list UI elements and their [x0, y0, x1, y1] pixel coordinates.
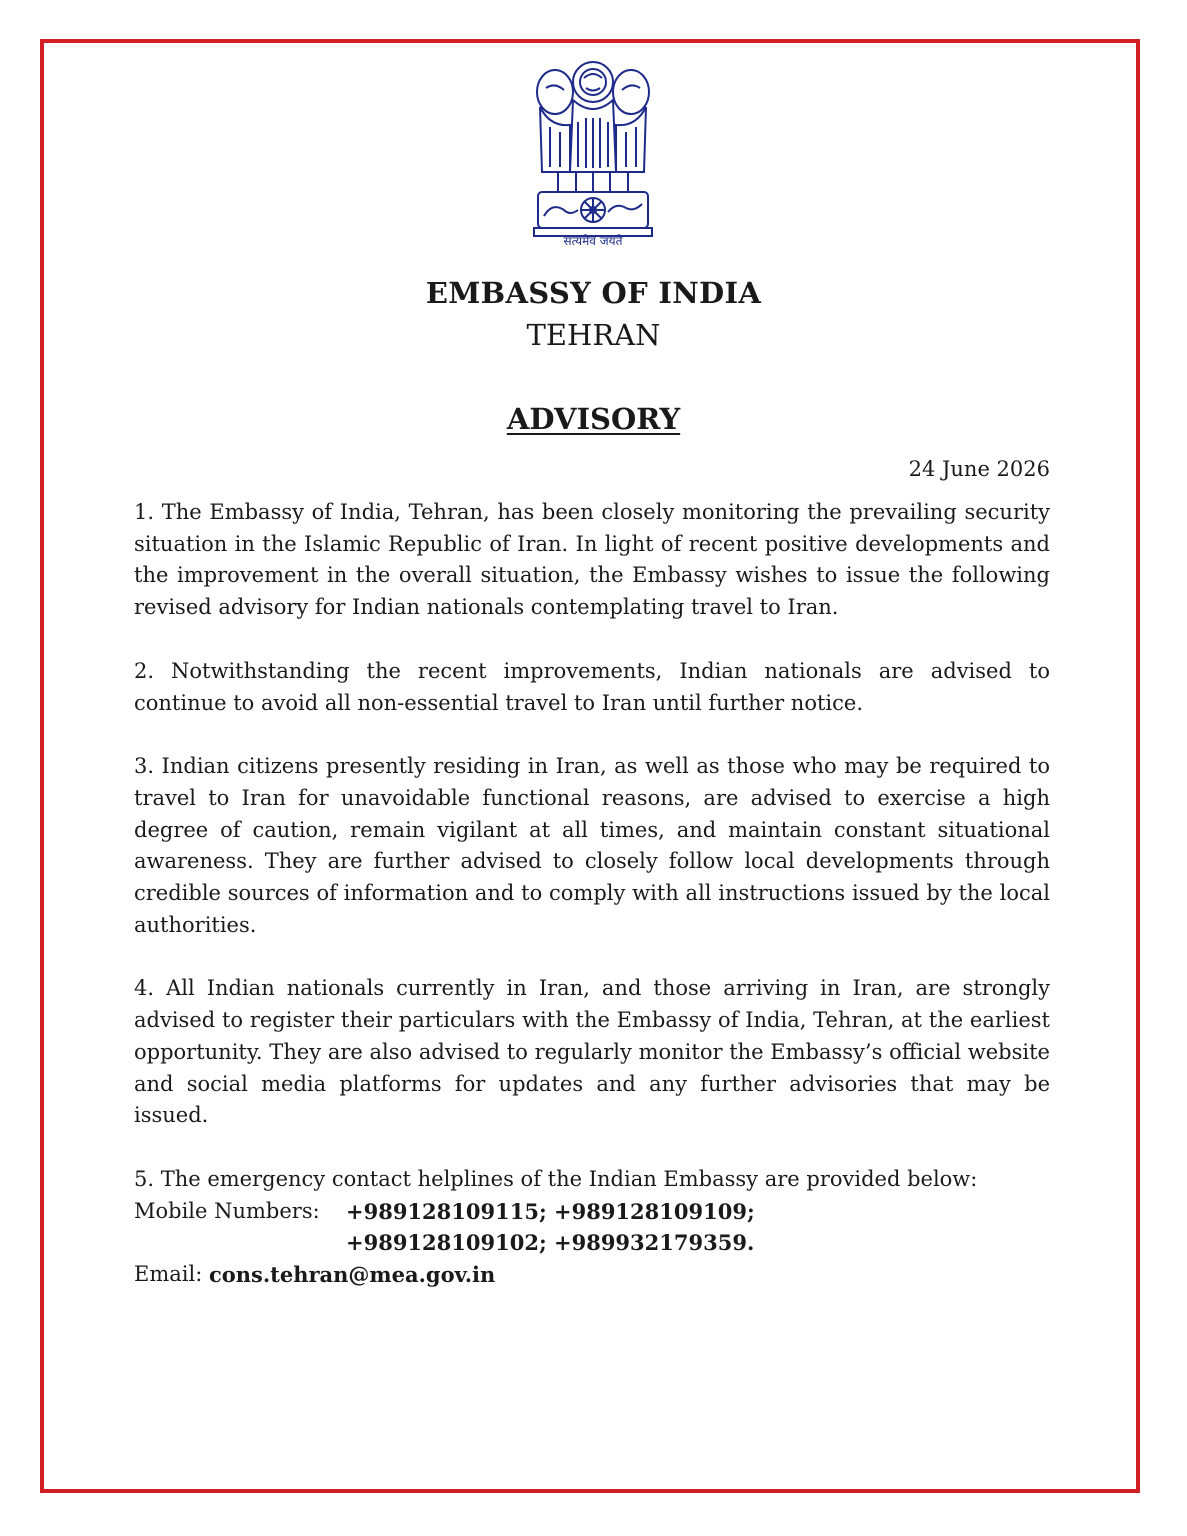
page-subtitle-city: TEHRAN: [526, 318, 661, 352]
mobile-label-spacer: [134, 1227, 346, 1259]
mobile-row-1: [134, 1196, 1050, 1228]
email-row: [134, 1259, 1050, 1291]
mobile-row-2: [134, 1227, 1050, 1259]
national-emblem-icon: [528, 52, 658, 252]
paragraph-1: 1. The Embassy of India, Tehran, has been closely monitoring the prevailing security situation in the Islamic Republic of Iran. In light of recent positive developments and the improvement in the overall situation, the Embassy wishes to issue the following revised advisory for Indian nationals contemplating travel to Iran.: [134, 500, 1050, 620]
document-date: 24 June 2026: [908, 457, 1050, 481]
contact-intro: 5. The emergency contact helplines of the Indian Embassy are provided below:: [134, 1166, 978, 1191]
emblem-motto: सत्यमेव जयते: [563, 234, 623, 248]
paragraph-2: 2. Notwithstanding the recent improvements, Indian nationals are advised to continue to avoid all non-essential travel to Iran until further notice.: [134, 658, 1050, 715]
mobile-label: Mobile Numbers:: [134, 1198, 320, 1223]
paragraph-4: 4. All Indian nationals currently in Iran, and those arriving in Iran, are strongly advised to register their particulars with the Embassy of India, Tehran, at the earliest opportunity. They are also advised to regularly monitor the Embassy’s official website and social media platforms for updates and any further advisories that may be issued.: [134, 976, 1050, 1128]
mobile-numbers-line-2: +989128109102; +989932179359.: [346, 1230, 755, 1256]
document-type-heading: ADVISORY: [506, 402, 681, 436]
email-label: Email:: [134, 1262, 203, 1287]
paragraph-3: 3. Indian citizens presently residing in Iran, as well as those who may be required to travel to Iran for unavoidable functional reasons, are advised to exercise a high degree of caution, remain vigilant at all times, and maintain constant situational awareness. They are further advised to closely follow local developments through credible sources of information and to comply with all instructions issued by the local authorities.: [134, 754, 1050, 937]
contact-section: [134, 1164, 1050, 1291]
mobile-numbers-line-1: +989128109115; +989128109109;: [346, 1198, 755, 1224]
email-address: cons.tehran@mea.gov.in: [208, 1262, 496, 1288]
page-title: EMBASSY OF INDIA: [425, 276, 762, 310]
advisory-body: [134, 497, 1050, 1291]
